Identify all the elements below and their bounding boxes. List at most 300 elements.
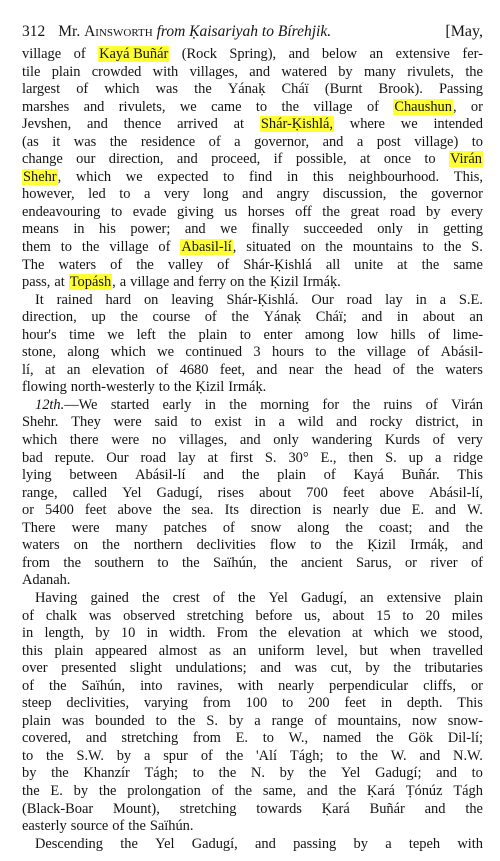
word xyxy=(259,485,291,503)
word-text: the xyxy=(393,660,411,677)
word-text: were xyxy=(113,414,142,431)
word xyxy=(248,204,285,222)
word-text: Kurds xyxy=(384,432,421,449)
word xyxy=(22,81,60,99)
word xyxy=(163,748,188,766)
word-text: extensive xyxy=(395,46,450,62)
word xyxy=(22,309,77,327)
word-text: we xyxy=(179,98,197,115)
highlighted-place-name: Shár-Ḳishlá, xyxy=(260,116,333,133)
word xyxy=(168,257,203,275)
word xyxy=(203,186,229,204)
word xyxy=(448,625,483,643)
word xyxy=(321,450,337,468)
word-text: waters xyxy=(445,361,483,378)
word xyxy=(22,520,56,538)
word xyxy=(156,713,167,731)
word xyxy=(301,555,343,573)
text-line xyxy=(22,572,483,590)
word xyxy=(281,99,299,117)
word-text: wild xyxy=(297,414,324,431)
word xyxy=(415,414,459,432)
word-text: by xyxy=(279,765,295,782)
word xyxy=(425,660,483,678)
word-text: of xyxy=(110,256,123,273)
word-text: Virán xyxy=(451,396,483,413)
word xyxy=(385,836,391,854)
word xyxy=(182,46,217,64)
word xyxy=(163,397,192,415)
word-text: repute. xyxy=(54,449,95,466)
word-text: appeared xyxy=(95,642,148,659)
word-text: to xyxy=(471,133,483,150)
word xyxy=(289,730,308,748)
word xyxy=(54,274,64,292)
word xyxy=(82,678,126,696)
word-text: S. xyxy=(471,239,483,256)
word xyxy=(274,151,283,169)
word xyxy=(451,397,483,415)
word xyxy=(350,204,379,222)
word xyxy=(282,81,309,99)
word xyxy=(120,836,138,854)
word-text: thence xyxy=(123,116,162,133)
word-text: started xyxy=(110,396,150,413)
word-text: was xyxy=(155,81,179,98)
word-text: this xyxy=(312,168,334,185)
word-text: (Burnt xyxy=(324,81,363,98)
word-text: of xyxy=(323,467,336,484)
word xyxy=(410,537,448,555)
word-text: between xyxy=(69,467,118,484)
word-text: left xyxy=(136,326,156,343)
word-text: Tágh xyxy=(453,782,483,799)
word xyxy=(454,590,483,608)
word-text: extensive xyxy=(386,589,442,606)
word-text: this xyxy=(22,642,43,659)
word-text: Gadugí, xyxy=(156,484,203,501)
word-text: the xyxy=(465,800,483,817)
word xyxy=(104,81,139,99)
word xyxy=(86,730,107,748)
word-text: the xyxy=(225,747,244,764)
word xyxy=(443,221,483,239)
word-text: waters xyxy=(22,537,60,554)
word-text: angry xyxy=(276,186,310,203)
word-text: of xyxy=(211,782,224,799)
word xyxy=(356,555,392,573)
word-text: the xyxy=(270,554,288,571)
word-text: in xyxy=(380,695,393,712)
word-text: the xyxy=(281,98,300,115)
word-text: as xyxy=(208,642,221,659)
word xyxy=(106,450,128,468)
word xyxy=(152,432,166,450)
word xyxy=(150,818,194,836)
word-text: and xyxy=(203,467,225,484)
text-line xyxy=(22,309,483,327)
word xyxy=(169,625,205,643)
word-text: was xyxy=(61,712,85,729)
word-text: where xyxy=(349,116,385,133)
word xyxy=(439,81,483,99)
word-text: arrived xyxy=(177,116,218,133)
word-text: Ḳizil xyxy=(367,537,396,554)
word-text: district, xyxy=(415,414,459,431)
word-text: Cháï; xyxy=(315,309,347,326)
word-text: and xyxy=(87,116,108,133)
word-text: ferry xyxy=(198,274,227,291)
word xyxy=(360,590,374,608)
word xyxy=(46,608,77,626)
word-text: level, xyxy=(316,642,348,659)
text-line xyxy=(22,239,483,257)
word-text: possible, xyxy=(295,151,347,168)
word xyxy=(471,99,483,117)
word xyxy=(272,344,304,362)
word xyxy=(263,783,296,801)
word-text: of xyxy=(428,326,441,343)
word-text: we xyxy=(125,168,143,185)
word xyxy=(66,695,129,713)
word xyxy=(61,660,116,678)
word-text: range xyxy=(271,712,304,729)
word-text: the xyxy=(335,537,354,554)
word xyxy=(367,99,379,117)
word xyxy=(121,730,178,748)
word-text: road xyxy=(389,203,416,220)
word xyxy=(99,221,116,239)
word-text: snow- xyxy=(447,712,483,729)
word xyxy=(453,748,483,766)
word-text: from xyxy=(202,695,231,712)
word xyxy=(211,151,260,169)
word-text: Ḳará xyxy=(366,782,395,799)
word-text: to xyxy=(315,344,327,361)
word-text: nearly xyxy=(278,677,315,694)
word xyxy=(297,520,329,538)
word xyxy=(85,502,107,520)
word xyxy=(52,134,60,152)
word xyxy=(52,64,81,82)
word xyxy=(289,46,310,64)
word xyxy=(22,783,40,801)
word-text: , xyxy=(232,239,237,256)
word-text: in xyxy=(254,414,266,431)
word-text: flow xyxy=(269,537,297,554)
word-text: up xyxy=(91,309,106,326)
word-text: stretching xyxy=(179,800,237,817)
word-text: plain xyxy=(54,642,84,659)
word xyxy=(175,660,246,678)
word xyxy=(22,572,70,590)
word xyxy=(192,836,238,854)
word xyxy=(22,204,100,222)
word-text: Shár-Ḳishlá xyxy=(243,256,312,273)
word xyxy=(74,783,88,801)
word xyxy=(417,344,429,362)
word-text: of xyxy=(158,239,171,256)
word xyxy=(55,450,95,468)
word-text: in xyxy=(415,291,427,308)
word-text: depth. xyxy=(406,695,443,712)
word xyxy=(76,169,111,187)
word xyxy=(236,730,248,748)
word-text: stone, xyxy=(22,344,56,361)
word xyxy=(240,432,261,450)
word xyxy=(354,257,383,275)
word-text: to xyxy=(119,186,131,203)
highlighted-place-name: Kayá Buñár xyxy=(99,46,169,62)
word-text: and xyxy=(239,432,261,449)
word-text: his xyxy=(99,221,116,238)
word xyxy=(311,292,333,310)
running-title: Mr. Ainsworth from Ḳaisariyah to Bírehjik. xyxy=(58,23,332,40)
word xyxy=(367,344,406,362)
word-text: feet, xyxy=(219,361,246,378)
word xyxy=(98,46,169,64)
word xyxy=(352,625,362,643)
word xyxy=(390,204,416,222)
word xyxy=(22,239,51,257)
word xyxy=(147,625,158,643)
word-text: the xyxy=(63,554,81,571)
word xyxy=(433,643,483,661)
word xyxy=(448,713,483,731)
word xyxy=(306,485,328,503)
word-text: feet xyxy=(342,484,365,501)
word xyxy=(289,362,314,380)
text-line xyxy=(22,485,483,503)
word-text: if xyxy=(273,151,283,168)
word-text: fer- xyxy=(462,46,483,62)
word xyxy=(51,765,69,783)
word-text: the xyxy=(168,326,186,343)
word-text: the xyxy=(241,467,260,484)
word xyxy=(22,625,33,643)
word-text: on xyxy=(300,239,316,256)
word xyxy=(269,590,288,608)
word-text: governor xyxy=(430,186,483,203)
word-text: in xyxy=(471,414,483,431)
word-text: course xyxy=(152,309,191,326)
word-text: finally xyxy=(251,221,290,238)
word-text: the xyxy=(229,396,247,413)
word xyxy=(211,99,241,117)
word xyxy=(113,801,160,819)
word xyxy=(22,186,75,204)
word xyxy=(177,116,218,134)
word-text: and xyxy=(255,835,276,852)
text-line xyxy=(22,362,483,380)
word-text: to xyxy=(336,747,348,764)
word xyxy=(353,467,383,485)
word xyxy=(436,765,457,783)
word xyxy=(362,309,383,327)
word-text: and xyxy=(249,63,271,80)
word-text: covered, xyxy=(22,730,72,747)
word xyxy=(375,765,421,783)
word-text: E., xyxy=(320,449,337,466)
word xyxy=(379,81,423,99)
word-text: the xyxy=(465,519,483,536)
word-text: the xyxy=(98,782,117,799)
word-text: about xyxy=(422,309,455,326)
word xyxy=(223,169,234,187)
word-text: and xyxy=(288,46,310,62)
word-text: there xyxy=(69,432,99,449)
word-text: and xyxy=(260,660,282,677)
word xyxy=(254,713,260,731)
word xyxy=(449,151,483,169)
word-text: means xyxy=(22,221,59,238)
word xyxy=(107,327,124,345)
word xyxy=(22,257,44,275)
word xyxy=(339,783,357,801)
word xyxy=(153,64,179,82)
word-text: slight xyxy=(129,660,162,677)
word-text: Saïhún, xyxy=(81,677,126,694)
word-text: the xyxy=(375,730,394,747)
word xyxy=(22,608,34,626)
word xyxy=(58,257,96,275)
word-text: stood, xyxy=(448,625,483,642)
text-line xyxy=(22,186,483,204)
word-text: cut, xyxy=(330,660,352,677)
word xyxy=(22,730,71,748)
word-text: southern xyxy=(94,554,144,571)
word xyxy=(95,625,109,643)
word-text: the xyxy=(162,502,181,519)
word-text: lay xyxy=(178,449,196,466)
word xyxy=(195,379,224,397)
word-text: the xyxy=(120,835,138,852)
word xyxy=(234,134,240,152)
word-text: leaving xyxy=(171,291,214,308)
word xyxy=(73,221,84,239)
word-text: the xyxy=(399,186,418,203)
word-text: to xyxy=(190,414,202,431)
word xyxy=(397,309,408,327)
word-text: which xyxy=(22,432,58,449)
word-text: of xyxy=(112,818,125,835)
word xyxy=(206,713,218,731)
word xyxy=(402,608,413,626)
word-text: village) xyxy=(414,133,459,150)
word-text: was xyxy=(73,133,97,150)
word-text: They xyxy=(71,414,101,431)
word-text: flowing xyxy=(22,379,67,396)
word-text: the xyxy=(234,782,253,799)
word-text: enter xyxy=(263,326,293,343)
word xyxy=(469,309,483,327)
word-text: and xyxy=(336,414,357,431)
word xyxy=(177,151,198,169)
word-text: and xyxy=(256,361,278,378)
text-line xyxy=(22,151,483,169)
word xyxy=(95,643,147,661)
word-text: watered xyxy=(281,63,327,80)
word-text: and xyxy=(462,537,483,554)
word-text: Buñár xyxy=(369,800,405,817)
word xyxy=(448,730,483,748)
word-text: Its xyxy=(224,502,239,519)
word-text: coast; xyxy=(378,519,413,536)
word xyxy=(120,309,138,327)
word xyxy=(416,292,427,310)
word xyxy=(472,414,483,432)
word-text: S.W. xyxy=(76,747,104,764)
page-number: 312 xyxy=(22,23,46,40)
word-text: to xyxy=(282,695,294,712)
word-text: source xyxy=(70,818,109,835)
word xyxy=(249,64,270,82)
word-text: evade xyxy=(132,203,167,220)
word xyxy=(144,748,150,766)
word-text: passing xyxy=(293,835,337,852)
word xyxy=(433,432,445,450)
word xyxy=(412,713,437,731)
word xyxy=(370,414,403,432)
text-line xyxy=(22,660,483,678)
word-text: about xyxy=(259,484,292,501)
text-line xyxy=(22,748,483,766)
word-text: to xyxy=(424,151,436,168)
word xyxy=(22,555,50,573)
word xyxy=(288,450,308,468)
word xyxy=(88,186,106,204)
word-text: a xyxy=(385,835,392,852)
word xyxy=(424,151,435,169)
word-text: Irmáḳ, xyxy=(410,537,449,554)
word-text: 200 xyxy=(308,695,330,712)
word-text: Tágh; xyxy=(144,765,179,782)
word-text: and xyxy=(176,151,198,168)
word-text: mountains, xyxy=(337,712,402,729)
word xyxy=(336,537,354,555)
word xyxy=(305,327,344,345)
word-text: post xyxy=(376,133,401,150)
word xyxy=(185,344,242,362)
word xyxy=(337,713,401,731)
word xyxy=(256,608,293,626)
word-text: the xyxy=(194,81,212,98)
word xyxy=(121,625,135,643)
word xyxy=(177,204,214,222)
word-text: we xyxy=(420,625,437,642)
text-line xyxy=(22,555,483,573)
word-text: a xyxy=(143,747,151,764)
word xyxy=(22,414,58,432)
word-text: This, xyxy=(453,168,483,185)
word-text: the xyxy=(248,274,267,291)
word xyxy=(365,660,379,678)
word-text: the xyxy=(259,625,277,642)
word-text: an xyxy=(469,309,483,326)
word xyxy=(55,643,84,661)
word-text: Sarus, xyxy=(355,554,392,571)
word xyxy=(273,432,299,450)
word xyxy=(396,46,450,64)
word-text: situated xyxy=(246,239,291,256)
word xyxy=(22,801,93,819)
word-text: lay xyxy=(385,291,403,308)
word xyxy=(420,625,437,643)
word-text: of xyxy=(417,344,430,361)
word-text: only xyxy=(273,432,299,449)
word-text: of xyxy=(76,81,89,98)
word-text: governor, xyxy=(254,133,310,150)
